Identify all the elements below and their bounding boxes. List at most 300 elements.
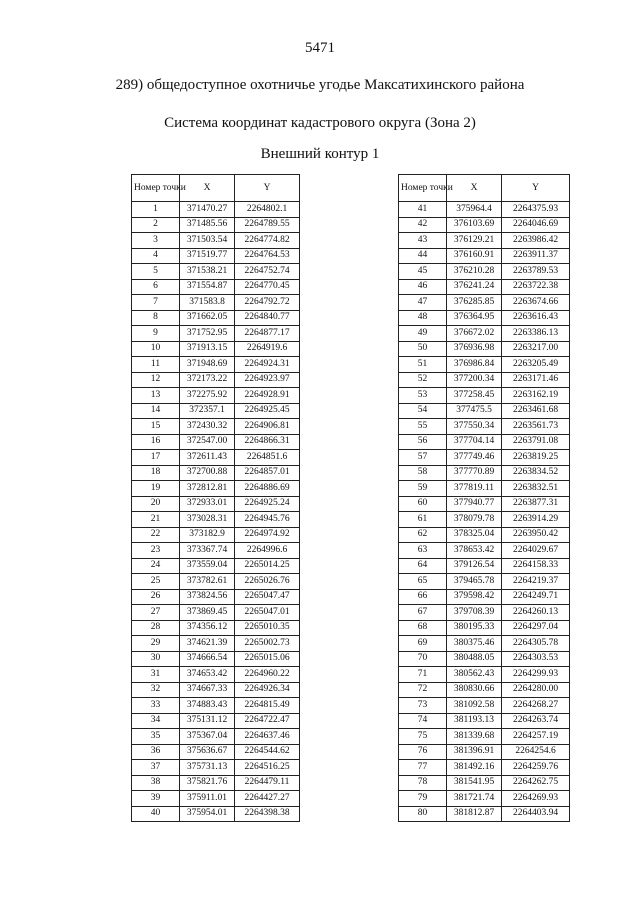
cell-point-number: 67 xyxy=(399,605,447,621)
cell-x: 379598.42 xyxy=(447,589,502,605)
table-row xyxy=(132,558,300,574)
cell-x: 372430.32 xyxy=(180,419,235,435)
cell-point-number: 32 xyxy=(132,682,180,698)
cell-x: 372812.81 xyxy=(180,481,235,497)
table-row xyxy=(132,744,300,760)
cell-point-number: 41 xyxy=(399,202,447,218)
cell-x: 377770.89 xyxy=(447,465,502,481)
table-row xyxy=(399,295,570,311)
cell-y: 2264923.97 xyxy=(235,372,300,388)
cell-y: 2264925.24 xyxy=(235,496,300,512)
cell-y: 2264398.38 xyxy=(235,806,300,822)
table-row xyxy=(399,496,570,512)
cell-x: 377258.45 xyxy=(447,388,502,404)
table-row xyxy=(132,605,300,621)
cell-y: 2263162.19 xyxy=(502,388,570,404)
cell-x: 376364.95 xyxy=(447,310,502,326)
cell-point-number: 53 xyxy=(399,388,447,404)
cell-x: 376986.84 xyxy=(447,357,502,373)
table-row xyxy=(132,682,300,698)
cell-point-number: 42 xyxy=(399,217,447,233)
table-row xyxy=(132,574,300,590)
cell-y: 2263819.25 xyxy=(502,450,570,466)
cell-point-number: 61 xyxy=(399,512,447,528)
cell-point-number: 8 xyxy=(132,310,180,326)
cell-y: 2264857.01 xyxy=(235,465,300,481)
cell-point-number: 45 xyxy=(399,264,447,280)
cell-point-number: 18 xyxy=(132,465,180,481)
cell-point-number: 63 xyxy=(399,543,447,559)
cell-y: 2264427.27 xyxy=(235,791,300,807)
cell-x: 371948.69 xyxy=(180,357,235,373)
cell-point-number: 55 xyxy=(399,419,447,435)
cell-x: 374666.54 xyxy=(180,651,235,667)
cell-point-number: 4 xyxy=(132,248,180,264)
cell-point-number: 75 xyxy=(399,729,447,745)
cell-y: 2263789.53 xyxy=(502,264,570,280)
cell-point-number: 1 xyxy=(132,202,180,218)
cell-point-number: 50 xyxy=(399,341,447,357)
table-row xyxy=(132,760,300,776)
cell-y: 2263205.49 xyxy=(502,357,570,373)
cell-point-number: 76 xyxy=(399,744,447,760)
cell-x: 374621.39 xyxy=(180,636,235,652)
cell-y: 2264262.75 xyxy=(502,775,570,791)
cell-y: 2263834.52 xyxy=(502,465,570,481)
cell-y: 2264637.46 xyxy=(235,729,300,745)
cell-point-number: 22 xyxy=(132,527,180,543)
cell-y: 2265015.06 xyxy=(235,651,300,667)
cell-y: 2264770.45 xyxy=(235,279,300,295)
cell-y: 2264926.34 xyxy=(235,682,300,698)
cell-y: 2264479.11 xyxy=(235,775,300,791)
table-row xyxy=(132,202,300,218)
table-row xyxy=(399,574,570,590)
cell-x: 373182.9 xyxy=(180,527,235,543)
cell-x: 376129.21 xyxy=(447,233,502,249)
column-header-point-number: Номер точки xyxy=(399,175,447,202)
table-row xyxy=(132,341,300,357)
cell-x: 377704.14 xyxy=(447,434,502,450)
table-row xyxy=(132,636,300,652)
cell-y: 2264305.78 xyxy=(502,636,570,652)
cell-x: 375964.4 xyxy=(447,202,502,218)
table-row xyxy=(399,713,570,729)
cell-y: 2263832.51 xyxy=(502,481,570,497)
cell-point-number: 37 xyxy=(132,760,180,776)
cell-y: 2263171.46 xyxy=(502,372,570,388)
cell-x: 373559.04 xyxy=(180,558,235,574)
cell-point-number: 44 xyxy=(399,248,447,264)
cell-y: 2263561.73 xyxy=(502,419,570,435)
table-row xyxy=(132,248,300,264)
table-row xyxy=(399,512,570,528)
cell-y: 2264906.81 xyxy=(235,419,300,435)
table-row xyxy=(399,667,570,683)
cell-point-number: 78 xyxy=(399,775,447,791)
table-row xyxy=(132,326,300,342)
column-header-x: X xyxy=(180,175,235,202)
cell-point-number: 77 xyxy=(399,760,447,776)
cell-x: 380375.46 xyxy=(447,636,502,652)
cell-point-number: 54 xyxy=(399,403,447,419)
table-row xyxy=(132,279,300,295)
cell-x: 375131.12 xyxy=(180,713,235,729)
cell-point-number: 10 xyxy=(132,341,180,357)
cell-point-number: 9 xyxy=(132,326,180,342)
column-header-point-number: Номер точки xyxy=(132,175,180,202)
table-row xyxy=(399,388,570,404)
table-row xyxy=(132,527,300,543)
cell-x: 377819.11 xyxy=(447,481,502,497)
cell-point-number: 66 xyxy=(399,589,447,605)
cell-point-number: 17 xyxy=(132,450,180,466)
table-row xyxy=(399,651,570,667)
table-row xyxy=(132,217,300,233)
cell-y: 2264960.22 xyxy=(235,667,300,683)
cell-point-number: 21 xyxy=(132,512,180,528)
table-body xyxy=(132,202,300,822)
cell-y: 2263616.43 xyxy=(502,310,570,326)
cell-y: 2264249.71 xyxy=(502,589,570,605)
cell-y: 2264219.37 xyxy=(502,574,570,590)
cell-x: 372357.1 xyxy=(180,403,235,419)
cell-y: 2264866.31 xyxy=(235,434,300,450)
cell-x: 371554.87 xyxy=(180,279,235,295)
table-row xyxy=(399,450,570,466)
table-row xyxy=(399,434,570,450)
cell-point-number: 3 xyxy=(132,233,180,249)
table-row xyxy=(399,698,570,714)
cell-x: 378653.42 xyxy=(447,543,502,559)
cell-x: 374883.43 xyxy=(180,698,235,714)
cell-x: 375367.04 xyxy=(180,729,235,745)
cell-y: 2263911.37 xyxy=(502,248,570,264)
cell-x: 371583.8 xyxy=(180,295,235,311)
cell-y: 2264802.1 xyxy=(235,202,300,218)
cell-x: 379126.54 xyxy=(447,558,502,574)
coordinate-system-subtitle: Система координат кадастрового округа (Зона 2) xyxy=(164,115,476,131)
table-row xyxy=(132,419,300,435)
cell-y: 2263914.29 xyxy=(502,512,570,528)
cell-y: 2264924.31 xyxy=(235,357,300,373)
cell-point-number: 49 xyxy=(399,326,447,342)
cell-point-number: 23 xyxy=(132,543,180,559)
table-row xyxy=(399,791,570,807)
cell-y: 2264299.93 xyxy=(502,667,570,683)
cell-x: 371519.77 xyxy=(180,248,235,264)
cell-x: 374356.12 xyxy=(180,620,235,636)
cell-x: 375821.76 xyxy=(180,775,235,791)
column-header-y: Y xyxy=(235,175,300,202)
cell-x: 376160.91 xyxy=(447,248,502,264)
cell-point-number: 70 xyxy=(399,651,447,667)
cell-x: 377475.5 xyxy=(447,403,502,419)
cell-point-number: 24 xyxy=(132,558,180,574)
table-row xyxy=(132,496,300,512)
table-row xyxy=(399,481,570,497)
cell-y: 2264254.6 xyxy=(502,744,570,760)
cell-point-number: 31 xyxy=(132,667,180,683)
cell-x: 373869.45 xyxy=(180,605,235,621)
cell-point-number: 48 xyxy=(399,310,447,326)
cell-y: 2264764.53 xyxy=(235,248,300,264)
cell-y: 2264789.55 xyxy=(235,217,300,233)
cell-point-number: 33 xyxy=(132,698,180,714)
table-row xyxy=(132,233,300,249)
column-header-x: X xyxy=(447,175,502,202)
cell-x: 371662.05 xyxy=(180,310,235,326)
cell-y: 2264877.17 xyxy=(235,326,300,342)
cell-y: 2264263.74 xyxy=(502,713,570,729)
cell-point-number: 64 xyxy=(399,558,447,574)
cell-x: 378325.04 xyxy=(447,527,502,543)
contour-heading: Внешний контур 1 xyxy=(260,146,380,162)
table-row xyxy=(399,620,570,636)
cell-y: 2264297.04 xyxy=(502,620,570,636)
cell-point-number: 47 xyxy=(399,295,447,311)
cell-x: 381721.74 xyxy=(447,791,502,807)
cell-point-number: 40 xyxy=(132,806,180,822)
cell-x: 374653.42 xyxy=(180,667,235,683)
cell-y: 2263674.66 xyxy=(502,295,570,311)
cell-y: 2263217.00 xyxy=(502,341,570,357)
cell-x: 376210.28 xyxy=(447,264,502,280)
cell-y: 2263986.42 xyxy=(502,233,570,249)
cell-y: 2263386.13 xyxy=(502,326,570,342)
cell-y: 2264945.76 xyxy=(235,512,300,528)
cell-y: 2264886.69 xyxy=(235,481,300,497)
table-body xyxy=(399,202,570,822)
coordinates-table-left xyxy=(131,174,300,822)
document-title: 289) общедоступное охотничье угодье Максатихинского района xyxy=(115,77,525,93)
cell-point-number: 74 xyxy=(399,713,447,729)
table-row xyxy=(132,713,300,729)
table-row xyxy=(399,264,570,280)
cell-point-number: 51 xyxy=(399,357,447,373)
cell-point-number: 38 xyxy=(132,775,180,791)
cell-point-number: 16 xyxy=(132,434,180,450)
column-header-y: Y xyxy=(502,175,570,202)
cell-point-number: 6 xyxy=(132,279,180,295)
cell-y: 2265014.25 xyxy=(235,558,300,574)
table-row xyxy=(399,543,570,559)
table-row xyxy=(132,403,300,419)
page-number: 5471 xyxy=(305,40,335,56)
cell-point-number: 11 xyxy=(132,357,180,373)
table-row xyxy=(399,357,570,373)
cell-x: 381092.58 xyxy=(447,698,502,714)
cell-point-number: 52 xyxy=(399,372,447,388)
cell-y: 2264158.33 xyxy=(502,558,570,574)
cell-y: 2264544.62 xyxy=(235,744,300,760)
cell-y: 2264046.69 xyxy=(502,217,570,233)
cell-x: 381812.87 xyxy=(447,806,502,822)
cell-y: 2264774.82 xyxy=(235,233,300,249)
table-row xyxy=(132,465,300,481)
cell-x: 372700.88 xyxy=(180,465,235,481)
table-row xyxy=(399,806,570,822)
table-row xyxy=(399,279,570,295)
cell-x: 371485.56 xyxy=(180,217,235,233)
cell-point-number: 68 xyxy=(399,620,447,636)
cell-point-number: 72 xyxy=(399,682,447,698)
cell-x: 378079.78 xyxy=(447,512,502,528)
cell-x: 375731.13 xyxy=(180,760,235,776)
cell-x: 380488.05 xyxy=(447,651,502,667)
table-row xyxy=(132,651,300,667)
cell-y: 2264269.93 xyxy=(502,791,570,807)
cell-y: 2265047.01 xyxy=(235,605,300,621)
table-row xyxy=(399,217,570,233)
table-row xyxy=(399,248,570,264)
table-row xyxy=(132,372,300,388)
cell-x: 372275.92 xyxy=(180,388,235,404)
cell-x: 377940.77 xyxy=(447,496,502,512)
cell-y: 2264029.67 xyxy=(502,543,570,559)
cell-x: 381492.16 xyxy=(447,760,502,776)
cell-y: 2265026.76 xyxy=(235,574,300,590)
cell-x: 372933.01 xyxy=(180,496,235,512)
cell-x: 376936.98 xyxy=(447,341,502,357)
table-row xyxy=(399,605,570,621)
cell-y: 2264752.74 xyxy=(235,264,300,280)
cell-x: 376103.69 xyxy=(447,217,502,233)
cell-point-number: 15 xyxy=(132,419,180,435)
table-row xyxy=(132,512,300,528)
cell-y: 2264974.92 xyxy=(235,527,300,543)
table-row xyxy=(132,698,300,714)
cell-x: 372611.43 xyxy=(180,450,235,466)
table-row xyxy=(399,202,570,218)
cell-point-number: 57 xyxy=(399,450,447,466)
table-row xyxy=(399,682,570,698)
cell-x: 371752.95 xyxy=(180,326,235,342)
table-row xyxy=(399,775,570,791)
cell-point-number: 30 xyxy=(132,651,180,667)
table-row xyxy=(132,806,300,822)
cell-y: 2264257.19 xyxy=(502,729,570,745)
cell-y: 2264375.93 xyxy=(502,202,570,218)
cell-point-number: 80 xyxy=(399,806,447,822)
cell-y: 2264996.6 xyxy=(235,543,300,559)
table-row xyxy=(132,310,300,326)
cell-x: 371503.54 xyxy=(180,233,235,249)
table-row xyxy=(399,636,570,652)
cell-x: 376285.85 xyxy=(447,295,502,311)
cell-point-number: 58 xyxy=(399,465,447,481)
cell-x: 373367.74 xyxy=(180,543,235,559)
table-header-row xyxy=(132,175,300,202)
table-row xyxy=(399,372,570,388)
table-row xyxy=(132,667,300,683)
cell-point-number: 43 xyxy=(399,233,447,249)
table-row xyxy=(399,589,570,605)
cell-point-number: 73 xyxy=(399,698,447,714)
cell-x: 377749.46 xyxy=(447,450,502,466)
cell-y: 2265010.35 xyxy=(235,620,300,636)
cell-x: 372547.00 xyxy=(180,434,235,450)
cell-x: 371470.27 xyxy=(180,202,235,218)
cell-y: 2265047.47 xyxy=(235,589,300,605)
cell-x: 380562.43 xyxy=(447,667,502,683)
table-row xyxy=(399,341,570,357)
cell-point-number: 26 xyxy=(132,589,180,605)
table-row xyxy=(132,357,300,373)
cell-point-number: 25 xyxy=(132,574,180,590)
cell-point-number: 59 xyxy=(399,481,447,497)
cell-x: 372173.22 xyxy=(180,372,235,388)
cell-point-number: 35 xyxy=(132,729,180,745)
table-row xyxy=(399,558,570,574)
cell-point-number: 27 xyxy=(132,605,180,621)
cell-y: 2264260.13 xyxy=(502,605,570,621)
table-row xyxy=(399,465,570,481)
cell-point-number: 79 xyxy=(399,791,447,807)
cell-x: 381541.95 xyxy=(447,775,502,791)
cell-x: 376672.02 xyxy=(447,326,502,342)
cell-y: 2264851.6 xyxy=(235,450,300,466)
cell-point-number: 62 xyxy=(399,527,447,543)
cell-point-number: 12 xyxy=(132,372,180,388)
table-row xyxy=(399,744,570,760)
cell-point-number: 28 xyxy=(132,620,180,636)
cell-y: 2263791.08 xyxy=(502,434,570,450)
cell-y: 2264403.94 xyxy=(502,806,570,822)
cell-x: 379708.39 xyxy=(447,605,502,621)
cell-x: 375911.01 xyxy=(180,791,235,807)
cell-x: 371913.15 xyxy=(180,341,235,357)
cell-point-number: 65 xyxy=(399,574,447,590)
cell-x: 376241.24 xyxy=(447,279,502,295)
cell-y: 2264840.77 xyxy=(235,310,300,326)
cell-point-number: 39 xyxy=(132,791,180,807)
cell-x: 381193.13 xyxy=(447,713,502,729)
cell-y: 2264268.27 xyxy=(502,698,570,714)
cell-x: 375954.01 xyxy=(180,806,235,822)
cell-y: 2264919.6 xyxy=(235,341,300,357)
cell-y: 2264815.49 xyxy=(235,698,300,714)
cell-y: 2264516.25 xyxy=(235,760,300,776)
cell-point-number: 5 xyxy=(132,264,180,280)
table-row xyxy=(132,620,300,636)
table-row xyxy=(132,295,300,311)
table-row xyxy=(399,326,570,342)
table-row xyxy=(399,233,570,249)
cell-point-number: 34 xyxy=(132,713,180,729)
cell-x: 381339.68 xyxy=(447,729,502,745)
cell-point-number: 14 xyxy=(132,403,180,419)
table-header-row xyxy=(399,175,570,202)
cell-x: 374667.33 xyxy=(180,682,235,698)
cell-x: 380195.33 xyxy=(447,620,502,636)
cell-y: 2264925.45 xyxy=(235,403,300,419)
table-row xyxy=(399,403,570,419)
table-row xyxy=(132,589,300,605)
cell-x: 377550.34 xyxy=(447,419,502,435)
cell-y: 2263461.68 xyxy=(502,403,570,419)
cell-point-number: 29 xyxy=(132,636,180,652)
cell-y: 2263877.31 xyxy=(502,496,570,512)
cell-y: 2263722.38 xyxy=(502,279,570,295)
cell-x: 375636.67 xyxy=(180,744,235,760)
cell-y: 2264303.53 xyxy=(502,651,570,667)
cell-y: 2263950.42 xyxy=(502,527,570,543)
cell-x: 373824.56 xyxy=(180,589,235,605)
table-row xyxy=(399,729,570,745)
table-row xyxy=(399,760,570,776)
table-row xyxy=(132,543,300,559)
